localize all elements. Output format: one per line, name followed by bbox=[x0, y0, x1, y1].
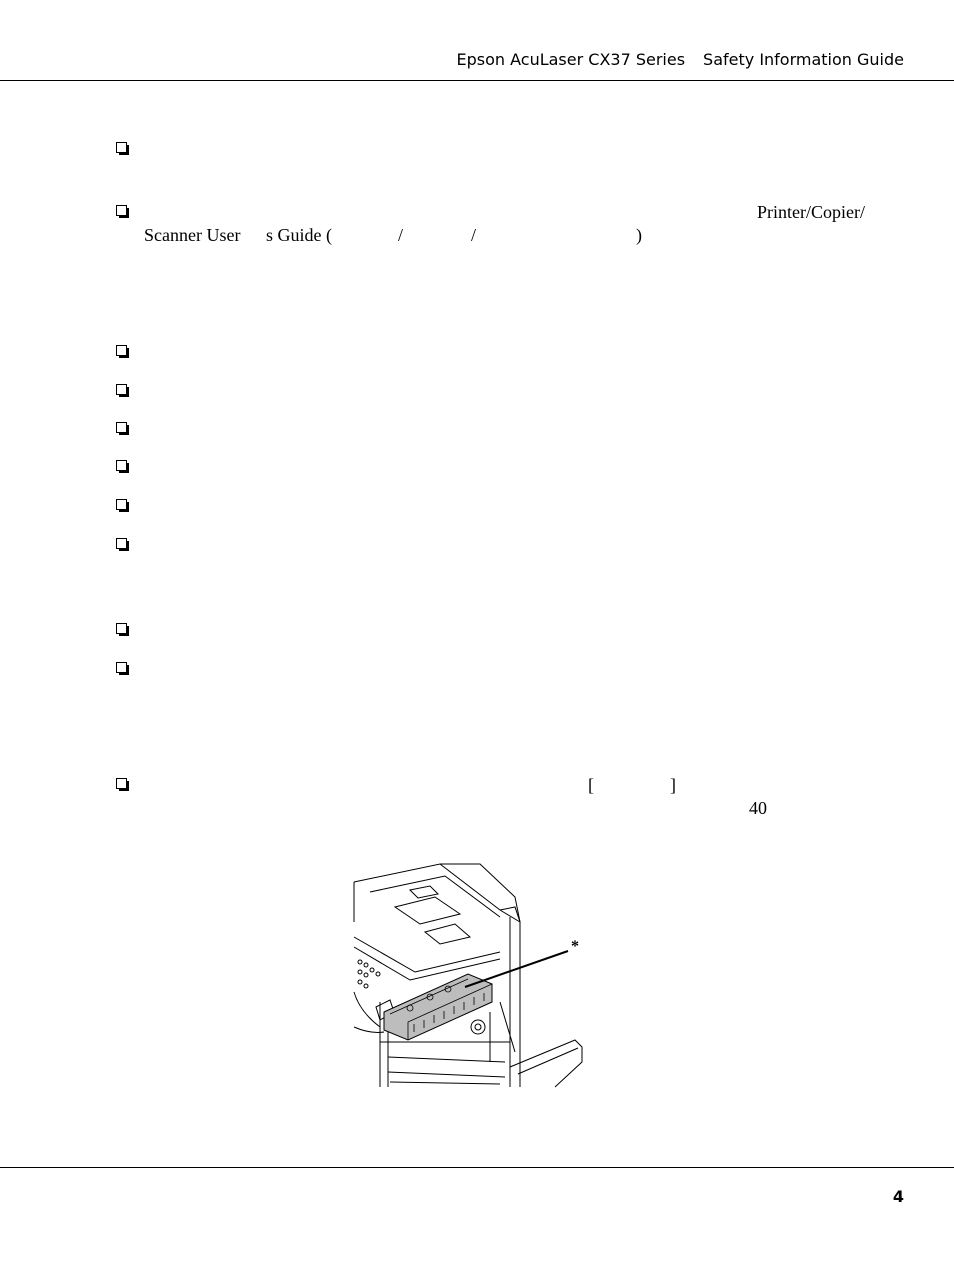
checkbox-bullet bbox=[116, 142, 127, 153]
checkbox-bullet bbox=[116, 422, 127, 433]
text-open-bracket: [ bbox=[588, 775, 594, 795]
header-rule bbox=[0, 80, 954, 81]
checkbox-bullet bbox=[116, 662, 127, 673]
text-close-paren: ) bbox=[636, 225, 642, 245]
printer-fuser-figure bbox=[350, 862, 590, 1097]
page-number: 4 bbox=[892, 1187, 904, 1206]
text-close-bracket: ] bbox=[670, 775, 676, 795]
text-s-guide: s Guide ( bbox=[266, 225, 332, 245]
text-printer-copier: Printer/Copier/ bbox=[757, 202, 865, 222]
checkbox-bullet bbox=[116, 345, 127, 356]
text-slash: / bbox=[471, 225, 477, 245]
text-scanner-user: Scanner User bbox=[144, 225, 241, 245]
header-guide-title: Safety Information Guide bbox=[703, 50, 904, 69]
checkbox-bullet bbox=[116, 205, 127, 216]
checkbox-bullet bbox=[116, 499, 127, 510]
checkbox-bullet bbox=[116, 538, 127, 549]
checkbox-bullet bbox=[116, 623, 127, 634]
header-product: Epson AcuLaser CX37 Series bbox=[456, 50, 686, 69]
printer-illustration bbox=[350, 862, 590, 1092]
text-forty: 40 bbox=[749, 798, 767, 818]
checkbox-bullet bbox=[116, 460, 127, 471]
checkbox-bullet bbox=[116, 778, 127, 789]
footer-rule bbox=[0, 1167, 954, 1168]
page-header bbox=[456, 50, 904, 69]
figure-asterisk-label: * bbox=[571, 938, 579, 955]
text-slash: / bbox=[398, 225, 404, 245]
checkbox-bullet bbox=[116, 384, 127, 395]
